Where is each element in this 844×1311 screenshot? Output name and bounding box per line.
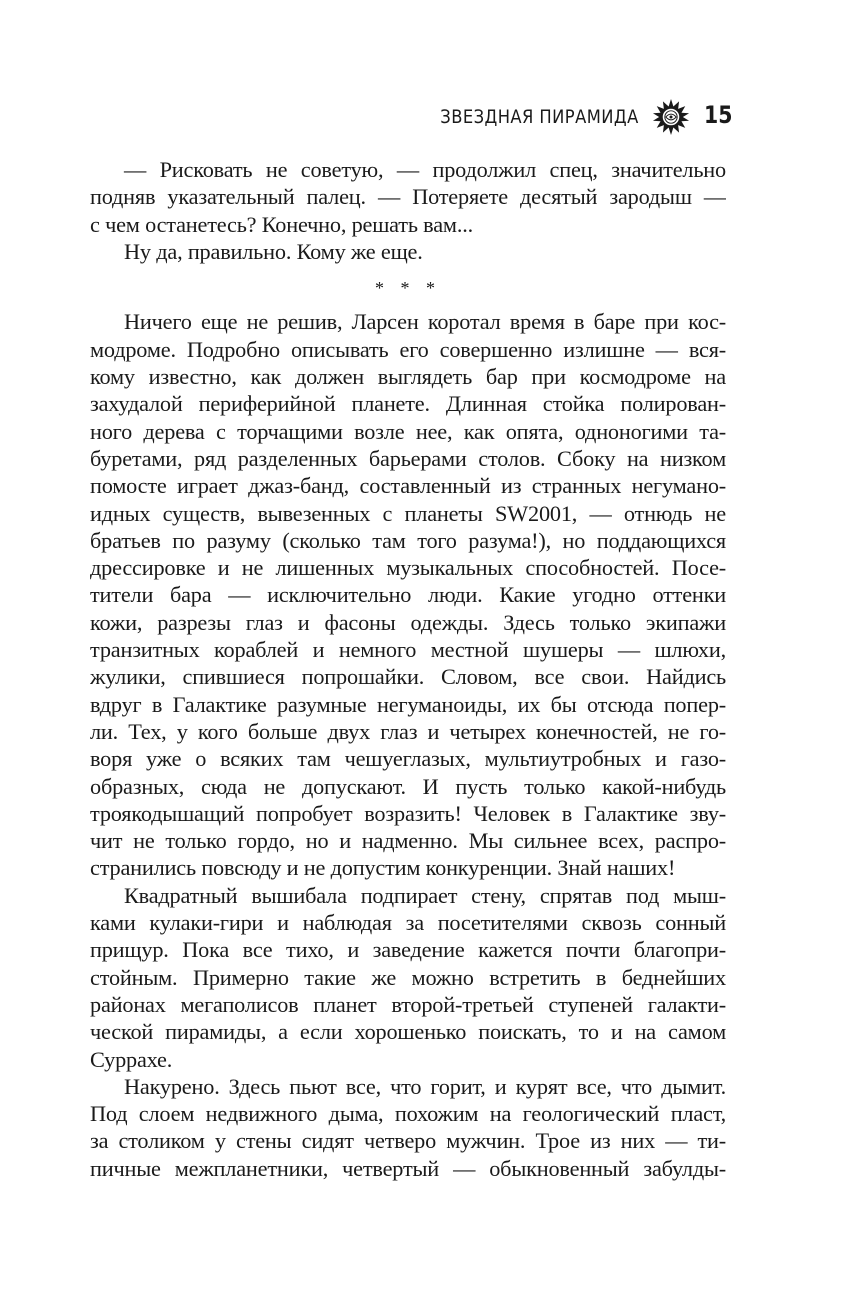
text-line: ческой пирамиды, а если хорошенько поискать, то и на самом <box>90 1019 726 1045</box>
text-line: — Рисковать не советую, — продолжил спец, значительно <box>124 157 726 182</box>
text-line: Суррахе. <box>90 1046 173 1072</box>
paragraph-4 <box>90 882 726 1073</box>
text-line: Квадратный вышибала подпирает стену, спрятав под мыш- <box>124 882 726 908</box>
paragraph-1 <box>90 156 726 238</box>
text-line: Под слоем недвижного дыма, похожим на геологический пласт, <box>90 1101 726 1127</box>
text-line: буретами, ряд разделенных барьерами столов. Сбоку на низком <box>90 445 726 471</box>
text-line: захудалой периферийной планете. Длинная стойка полирован- <box>90 391 726 417</box>
text-line: странились повсюду и не допустим конкуренции. Знай наших! <box>90 855 676 881</box>
text-line: ного дерева с торчащими возле нее, как опята, одноногими та- <box>90 418 726 444</box>
text-line: за столиком у стены сидят четверо мужчин. Трое из них — ти- <box>90 1128 726 1154</box>
page-number: 15 <box>704 101 733 129</box>
text-line: идных существ, вывезенных с планеты SW2001, — отнюдь не <box>90 500 726 526</box>
text-line: прищур. Пока все тихо, и заведение кажется почти благопри- <box>90 937 726 963</box>
section-separator: * * * <box>375 278 441 299</box>
text-line: с чем останетесь? Конечно, решать вам... <box>90 211 473 237</box>
text-line: Ничего еще не решив, Ларсен коротал время в баре при кос- <box>124 309 726 335</box>
text-line: троякодышащий попробует возразить! Человек в Галактике зву- <box>90 800 726 826</box>
text-line: дрессировке и не лишенных музыкальных способностей. Посе- <box>90 555 726 581</box>
text-line: помосте играет джаз-банд, составленный из странных негумано- <box>90 473 726 499</box>
text-line: кожи, разрезы глаз и фасоны одежды. Здесь только экипажи <box>90 609 726 635</box>
starburst-emblem-icon <box>652 98 690 136</box>
text-line: модроме. Подробно описывать его совершенно излишне — вся- <box>90 336 726 362</box>
text-line: районах мегаполисов планет второй-третьей ступеней галакти- <box>90 991 726 1017</box>
text-line: образных, сюда не допускают. И пусть только какой-нибудь <box>90 773 726 799</box>
text-line: Ну да, правильно. Кому же еще. <box>124 238 423 264</box>
paragraph-3 <box>90 308 726 881</box>
text-line: жулики, спившиеся попрошайки. Словом, все свои. Найдись <box>90 664 726 690</box>
text-line: Накурено. Здесь пьют все, что горит, и курят все, что дымит. <box>124 1073 726 1099</box>
text-line: тители бара — исключительно люди. Какие угодно оттенки <box>90 582 726 608</box>
text-line: вдруг в Галактике разумные негуманоиды, их бы отсюда попер- <box>90 691 726 717</box>
paragraph-2 <box>90 238 726 265</box>
text-line: пичные межпланетники, четвертый — обыкновенный забулды- <box>90 1155 726 1181</box>
text-line: братьев по разуму (сколько там того разума!), но поддающихся <box>90 527 726 553</box>
book-title: ЗВЕЗДНАЯ ПИРАМИДА <box>440 106 639 128</box>
text-line: ли. Тех, у кого больше двух глаз и четырех конечностей, не го- <box>90 718 726 744</box>
text-line: ками кулаки-гири и наблюдая за посетителями сквозь сонный <box>90 910 726 936</box>
text-line: транзитных кораблей и немного местной шушеры — шлюхи, <box>90 637 726 663</box>
running-header <box>0 98 844 138</box>
paragraph-5 <box>90 1073 726 1182</box>
text-line: кому известно, как должен выглядеть бар при космодроме на <box>90 364 726 390</box>
text-line: воря уже о всяких там чешуеглазых, мультиутробных и газо- <box>90 746 726 772</box>
text-line: подняв указательный палец. — Потеряете десятый зародыш — <box>90 184 726 210</box>
text-line: стойным. Примерно такие же можно встретить в беднейших <box>90 964 726 990</box>
body-text <box>90 156 726 1182</box>
text-line: чит не только гордо, но и надменно. Мы сильнее всех, распро- <box>90 828 726 854</box>
